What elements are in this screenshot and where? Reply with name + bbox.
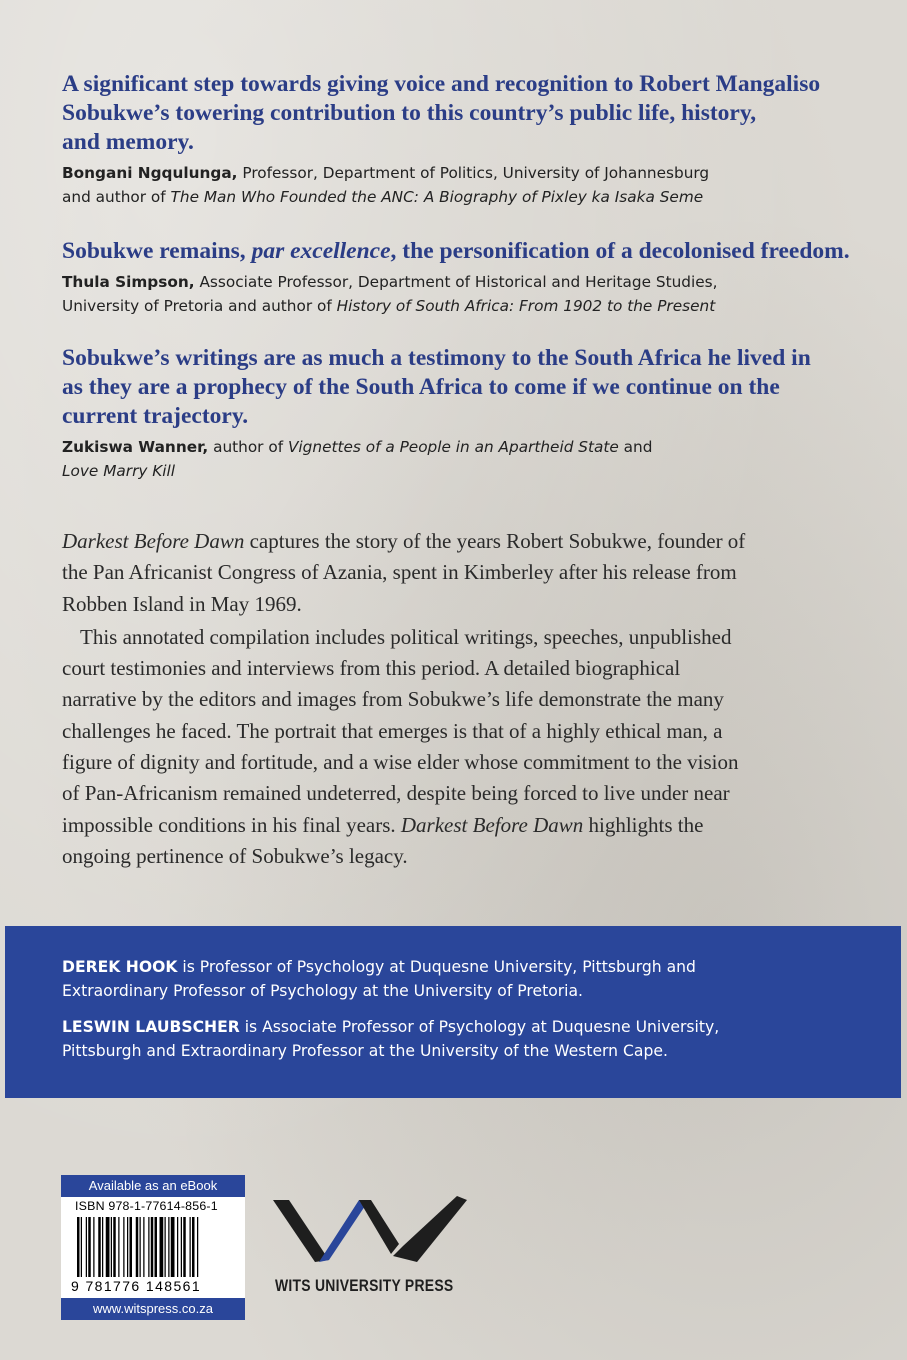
isbn-number: ISBN 978-1-77614-856-1	[75, 1199, 218, 1213]
quote-text: Sobukwe remains,	[62, 238, 252, 264]
description-line: challenges he faced. The portrait that emerges is that of a highly ethical man, a	[62, 718, 723, 743]
endorsement-quote	[62, 344, 852, 431]
quote-line: Sobukwe’s towering contribution to this country’s public life, history,	[62, 100, 757, 126]
author-name: LESWIN LAUBSCHER	[62, 1018, 240, 1036]
description-line: ongoing pertinence of Sobukwe’s legacy.	[62, 843, 408, 868]
quote-emphasis: par excellence	[251, 238, 391, 264]
author-bio-1	[62, 955, 872, 1003]
endorsement-attribution	[62, 435, 852, 483]
publisher-name: WITS UNIVERSITY PRESS	[275, 1276, 454, 1295]
endorser-role: and	[618, 438, 653, 456]
quote-line: Sobukwe’s writings are as much a testimony to the South Africa he lived in	[62, 345, 811, 371]
barcode-panel	[61, 1175, 245, 1320]
ebook-availability-label: Available as an eBook	[61, 1175, 245, 1197]
endorser-name: Bongani Ngqulunga,	[62, 164, 238, 182]
endorser-role: Associate Professor, Department of Historical and Heritage Studies,	[194, 273, 718, 291]
author-bio-text: Extraordinary Professor of Psychology at the University of Pretoria.	[62, 982, 583, 1000]
description-line: of Pan-Africanism remained undeterred, despite being forced to live under near	[62, 781, 730, 806]
author-bio-band	[5, 926, 901, 1098]
description-line: Robben Island in May 1969.	[62, 591, 302, 616]
description-paragraph-2	[62, 622, 862, 872]
description-line: narrative by the editors and images from Sobukwe’s life demonstrate the many	[62, 687, 724, 712]
description-line: figure of dignity and fortitude, and a wise elder whose commitment to the vision	[62, 750, 739, 775]
quote-text: , the personification of a decolonised freedom.	[390, 238, 850, 264]
book-title: Vignettes of a People in an Apartheid State	[287, 438, 619, 456]
endorsement-2	[62, 237, 852, 318]
book-title: Darkest Before Dawn	[62, 529, 245, 553]
endorsement-quote	[62, 70, 852, 157]
endorser-name: Zukiswa Wanner,	[62, 438, 209, 456]
endorsement-1	[62, 70, 852, 209]
book-title: Love Marry Kill	[62, 462, 176, 480]
quote-line: and memory.	[62, 129, 194, 155]
endorser-name: Thula Simpson,	[62, 273, 195, 291]
author-bio-text: is Associate Professor of Psychology at Duquesne University,	[239, 1018, 720, 1036]
description-line: This annotated compilation includes political writings, speeches, unpublished	[80, 624, 732, 649]
book-description	[62, 526, 862, 872]
endorser-role: and author of	[62, 188, 171, 206]
quote-line: as they are a prophecy of the South Africa to come if we continue on the	[62, 374, 780, 400]
author-bio-text: Pittsburgh and Extraordinary Professor at the University of the Western Cape.	[62, 1042, 668, 1060]
endorser-role: University of Pretoria and author of	[62, 297, 337, 315]
book-title: Darkest Before Dawn	[400, 812, 584, 837]
description-line: captures the story of the years Robert Sobukwe, founder of	[244, 529, 746, 553]
quote-line: A significant step towards giving voice and recognition to Robert Mangaliso	[62, 71, 821, 97]
wits-press-logo-icon	[271, 1196, 471, 1268]
quote-line: current trajectory.	[62, 403, 249, 429]
description-line: court testimonies and interviews from this period. A detailed biographical	[62, 656, 681, 681]
endorser-role: author of	[208, 438, 288, 456]
barcode-icon	[77, 1217, 233, 1277]
endorsement-quote	[62, 237, 852, 266]
author-name: DEREK HOOK	[62, 958, 178, 976]
book-title: History of South Africa: From 1902 to the Present	[336, 297, 716, 315]
barcode-digits: 9 781776 148561	[71, 1278, 201, 1294]
description-line: impossible conditions in his final years.	[62, 812, 401, 837]
publisher-url: www.witspress.co.za	[61, 1298, 245, 1320]
description-line: highlights the	[583, 812, 704, 837]
book-title: The Man Who Founded the ANC: A Biography of Pixley ka Isaka Seme	[170, 188, 704, 206]
description-line: the Pan Africanist Congress of Azania, spent in Kimberley after his release from	[62, 560, 737, 585]
author-bio-2	[62, 1015, 872, 1063]
endorser-role: Professor, Department of Politics, University of Johannesburg	[237, 164, 710, 182]
author-bio-text: is Professor of Psychology at Duquesne University, Pittsburgh and	[177, 958, 696, 976]
endorsement-attribution	[62, 161, 852, 209]
description-paragraph-1	[62, 526, 862, 620]
endorsement-3	[62, 344, 852, 483]
endorsement-attribution	[62, 270, 852, 318]
